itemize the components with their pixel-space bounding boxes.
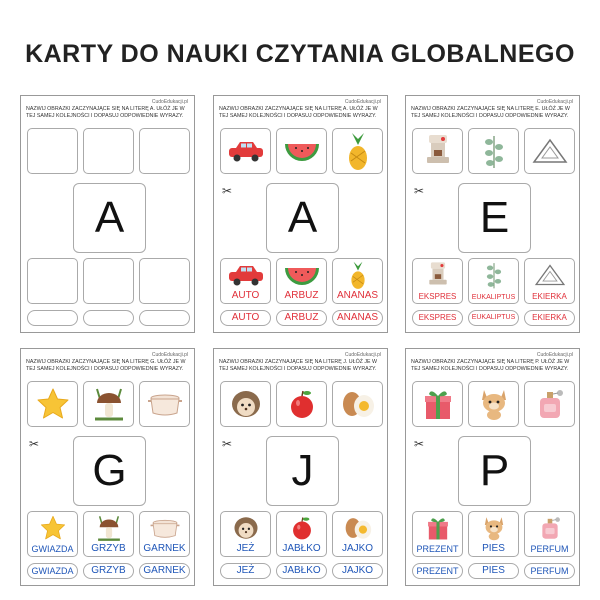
word-card: PIES (468, 563, 519, 579)
egg-icon (339, 387, 377, 421)
card-a (213, 95, 388, 333)
pot-icon (148, 515, 182, 541)
card-a-blank (20, 95, 195, 333)
picture-word-label: JEŻ (236, 543, 255, 554)
empty-word-slot (139, 310, 190, 326)
empty-word-slot (83, 310, 134, 326)
card-g (20, 348, 195, 586)
mushroom-icon (95, 513, 123, 543)
hedgehog-icon (228, 387, 264, 421)
espresso-machine-picture (412, 128, 463, 174)
picture-word-label: AUTO (231, 290, 260, 301)
word-card: PERFUM (524, 563, 575, 579)
pot-icon (145, 389, 185, 419)
espresso-machine-icon (423, 132, 453, 170)
letter-box: G (73, 436, 146, 506)
card-instruction: NAZWIJ OBRAZKI ZACZYNAJĄCE SIĘ NA LITERĘ E. UŁÓŻ JE W TEJ SAMEJ KOLEJNOŚCI I DOPASUJ ODPOWIEDNIE WYRAZY. (411, 106, 570, 119)
word-card: AUTO (220, 310, 271, 326)
card-instruction: NAZWIJ OBRAZKI ZACZYNAJĄCE SIĘ NA LITERĘ P. UŁÓŻ JE W TEJ SAMEJ KOLEJNOŚCI I DOPASUJ ODPOWIEDNIE WYRAZY. (411, 359, 570, 372)
pineapple-picture (332, 128, 383, 174)
perfume-icon (533, 386, 567, 422)
picture-word-label: JABŁKO (282, 543, 321, 554)
eucalyptus-icon (482, 260, 506, 290)
word-card: GARNEK (139, 563, 190, 579)
picture-word-label: ARBUZ (284, 290, 319, 301)
apple-icon (289, 514, 315, 542)
pineapple-icon (347, 260, 369, 290)
dog-icon (477, 386, 511, 422)
hedgehog-icon (231, 514, 261, 542)
card-instruction: NAZWIJ OBRAZKI ZACZYNAJĄCE SIĘ NA LITERĘ A. UŁÓŻ JE W TEJ SAMEJ KOLEJNOŚCI I DOPASUJ ODPOWIEDNIE WYRAZY. (219, 106, 378, 119)
eucalyptus-icon (479, 132, 509, 170)
card-p (405, 348, 580, 586)
word-card: EKSPRES (412, 310, 463, 326)
picture-word-card (276, 258, 327, 304)
dog-icon (481, 514, 507, 542)
word-card: ANANAS (332, 310, 383, 326)
card-instruction: NAZWIJ OBRAZKI ZACZYNAJĄCE SIĘ NA LITERĘ G. UŁÓŻ JE W TEJ SAMEJ KOLEJNOŚCI I DOPASUJ ODPOWIEDNIE WYRAZY. (26, 359, 186, 372)
gift-icon (425, 514, 451, 542)
brand-label: CudoEdukacji.pl (344, 352, 381, 358)
picture-word-card (412, 258, 463, 304)
picture-word-label: PERFUM (530, 544, 569, 554)
watermelon-icon (282, 138, 322, 164)
word-card: EKIERKA (524, 310, 575, 326)
brand-label: CudoEdukacji.pl (151, 352, 188, 358)
card-j (213, 348, 388, 586)
letter-box: A (73, 183, 146, 253)
picture-word-card (468, 258, 519, 304)
letter-box: P (458, 436, 531, 506)
scissors-icon: ✂ (414, 184, 425, 198)
picture-word-card (27, 511, 78, 557)
word-card: GWIAZDA (27, 563, 78, 579)
empty-picture-slot (83, 258, 134, 304)
perfume-icon (537, 514, 563, 542)
page-title: KARTY DO NAUKI CZYTANIA GLOBALNEGO (25, 40, 575, 68)
picture-word-label: PIES (482, 543, 505, 554)
car-icon (226, 262, 266, 288)
picture-word-card (524, 258, 575, 304)
empty-picture-slot (139, 258, 190, 304)
letter-box: A (266, 183, 339, 253)
picture-word-card (276, 511, 327, 557)
picture-word-label: EKSPRES (418, 292, 457, 301)
brand-label: CudoEdukacji.pl (536, 99, 573, 105)
egg-picture (332, 381, 383, 427)
empty-picture-slot (83, 128, 134, 174)
brand-label: CudoEdukacji.pl (151, 99, 188, 105)
gift-icon (421, 386, 455, 422)
word-card: GRZYB (83, 563, 134, 579)
pot-picture (139, 381, 190, 427)
picture-word-card (332, 511, 383, 557)
word-card: JEŻ (220, 563, 271, 579)
picture-word-card (83, 511, 134, 557)
mushroom-picture (83, 381, 134, 427)
star-icon (35, 386, 71, 422)
scissors-icon: ✂ (222, 184, 233, 198)
scissors-icon: ✂ (29, 437, 40, 451)
hedgehog-picture (220, 381, 271, 427)
card-instruction: NAZWIJ OBRAZKI ZACZYNAJĄCE SIĘ NA LITERĘ A. UŁÓŻ JE W TEJ SAMEJ KOLEJNOŚCI I DOPASUJ ODPOWIEDNIE WYRAZY. (26, 106, 185, 119)
picture-word-label: GRZYB (91, 543, 126, 554)
picture-word-label: JAJKO (341, 543, 374, 554)
picture-word-label: EKIERKA (532, 292, 567, 301)
letter-box: E (458, 183, 531, 253)
mushroom-icon (91, 385, 127, 423)
apple-picture (276, 381, 327, 427)
espresso-machine-icon (426, 260, 450, 290)
word-card: ARBUZ (276, 310, 327, 326)
pineapple-icon (343, 131, 373, 171)
star-picture (27, 381, 78, 427)
car-picture (220, 128, 271, 174)
brand-label: CudoEdukacji.pl (536, 352, 573, 358)
egg-icon (342, 514, 374, 542)
scissors-icon: ✂ (414, 437, 425, 451)
word-card: PREZENT (412, 563, 463, 579)
empty-word-slot (27, 310, 78, 326)
watermelon-picture (276, 128, 327, 174)
gift-picture (412, 381, 463, 427)
set-square-icon (530, 136, 570, 166)
set-square-icon (532, 262, 568, 288)
card-e (405, 95, 580, 333)
word-card: JABŁKO (276, 563, 327, 579)
picture-word-card (524, 511, 575, 557)
picture-word-card (412, 511, 463, 557)
apple-icon (286, 387, 318, 421)
brand-label: CudoEdukacji.pl (344, 99, 381, 105)
empty-picture-slot (139, 128, 190, 174)
letter-box: J (266, 436, 339, 506)
word-card: JAJKO (332, 563, 383, 579)
eucalyptus-picture (468, 128, 519, 174)
perfume-picture (524, 381, 575, 427)
word-card: EUKALIPTUS (468, 310, 519, 326)
picture-word-card (468, 511, 519, 557)
picture-word-label: ANANAS (336, 290, 379, 301)
set-square-picture (524, 128, 575, 174)
star-icon (39, 514, 67, 542)
picture-word-label: PREZENT (416, 544, 459, 554)
picture-word-card (332, 258, 383, 304)
watermelon-icon (282, 262, 322, 288)
car-icon (226, 138, 266, 164)
picture-word-label: GARNEK (143, 543, 186, 554)
picture-word-card (139, 511, 190, 557)
picture-word-card (220, 258, 271, 304)
picture-word-card (220, 511, 271, 557)
empty-picture-slot (27, 128, 78, 174)
card-instruction: NAZWIJ OBRAZKI ZACZYNAJĄCE SIĘ NA LITERĘ J. UŁÓŻ JE W TEJ SAMEJ KOLEJNOŚCI I DOPASUJ ODPOWIEDNIE WYRAZY. (219, 359, 378, 372)
picture-word-label: GWIAZDA (31, 544, 74, 554)
dog-picture (468, 381, 519, 427)
scissors-icon: ✂ (222, 437, 233, 451)
empty-picture-slot (27, 258, 78, 304)
picture-word-label: EUKALIPTUS (471, 294, 516, 301)
